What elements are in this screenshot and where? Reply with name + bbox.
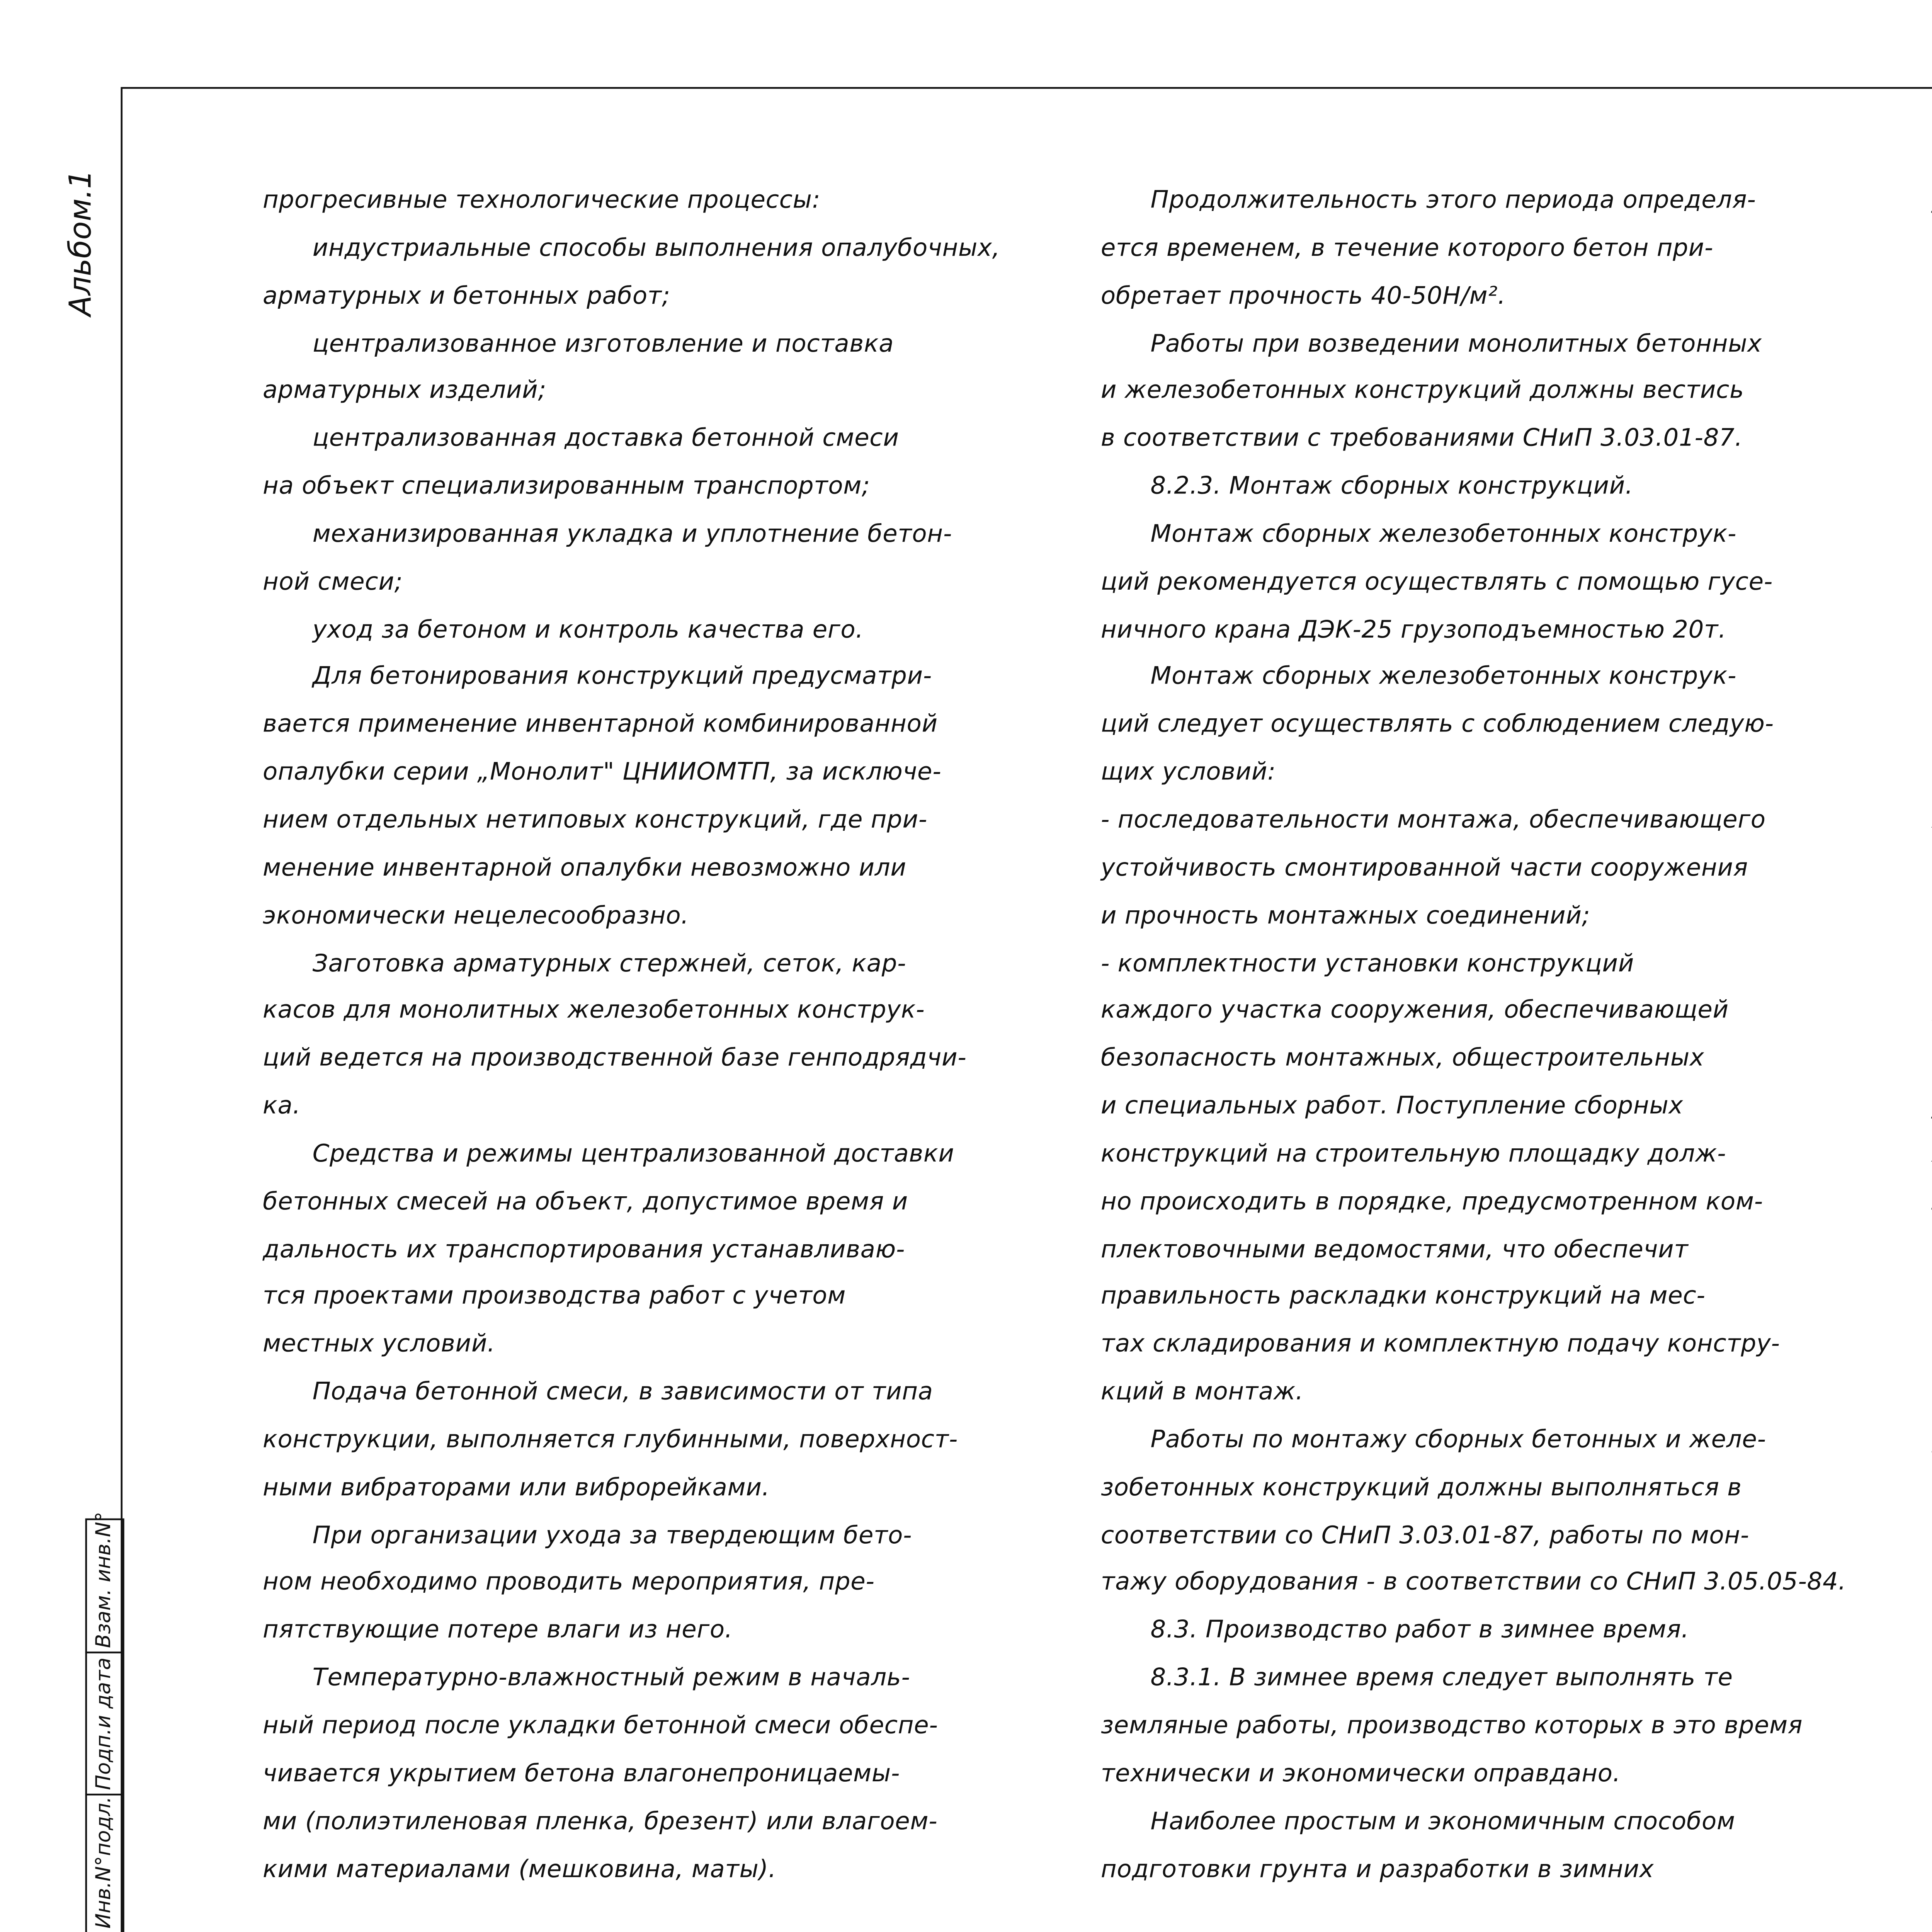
text-line: земляные работы, производство которых в это время [1100,1712,1803,1741]
text-line: централизованная доставка бетонной смеси [312,425,899,453]
text-line: Заготовка арматурных стержней, сеток, кар- [312,949,906,978]
text-line: Для бетонирования конструкций предусматри- [312,663,932,692]
text-line: Подача бетонной смеси, в зависимости от типа [312,1378,933,1407]
text-line: Наиболее простым и экономичным способом [1150,1807,1735,1836]
text-line: тах складирования и комплектную подачу констру- [1100,1330,1780,1359]
text-line: механизированная укладка и уплотнение бетон- [312,520,952,549]
text-line: 8.2.3. Монтаж сборных конструкций. [1150,472,1633,501]
text-line: ций рекомендуется осуществлять с помощью гусе- [1100,568,1773,597]
text-line: и прочность монтажных соединений; [1100,901,1590,930]
text-line: Монтаж сборных железобетонных конструк- [1150,663,1737,692]
text-line: централизованное изготовление и поставка [312,329,894,358]
text-line: нием отдельных нетиповых конструкций, где при- [263,806,928,835]
text-line: конструкций на строительную площадку долж- [1100,1140,1726,1168]
text-line: ций ведется на производственной базе генподрядчи- [263,1044,967,1073]
text-line: но происходить в порядке, предусмотренном ком- [1100,1187,1763,1216]
text-line: устойчивость смонтированной части сооружения [1100,854,1748,883]
text-line: прогресивные технологические процессы: [263,186,821,215]
text-line: дальность их транспортирования устанавливаю- [263,1235,905,1264]
text-column-1 [263,178,1044,1894]
text-line: кций в монтаж. [1100,1378,1304,1407]
text-line: касов для монолитных железобетонных конструк- [263,997,925,1026]
text-line: Температурно-влажностный режим в началь- [312,1664,910,1693]
side-stamp-sign-label: Подп.и дата [90,1657,116,1790]
text-line: плектовочными ведомостями, что обеспечит [1100,1235,1689,1264]
text-line: - комплектности установки конструкций [1100,949,1634,978]
text-line: 8.3. Производство работ в зимнее время. [1150,1616,1689,1645]
text-line: безопасность монтажных, общестроительных [1100,1044,1704,1073]
side-stamp-divider [85,1651,121,1653]
text-line: Продолжительность этого периода определя- [1150,186,1756,215]
text-line: экономически нецелесообразно. [263,901,689,930]
text-line: чивается укрытием бетона влагонепроницаемы- [263,1759,900,1788]
text-line: правильность раскладки конструкций на мес- [1100,1283,1706,1311]
text-line: Средства и режимы централизованной доставки [312,1140,954,1168]
text-line: ном необходимо проводить мероприятия, пре- [263,1569,875,1597]
text-line: Монтаж сборных железобетонных конструк- [1150,520,1737,549]
text-line: ми (полиэтиленовая пленка, брезент) или влагоем- [263,1807,938,1836]
text-line: зобетонных конструкций должны выполняться в [1100,1473,1742,1502]
text-line: каждого участка сооружения, обеспечивающей [1100,997,1729,1026]
text-line: в соответствии с требованиями СНиП 3.03.01-87. [1100,425,1743,453]
text-line: уход за бетоном и контроль качества его. [312,615,864,644]
text-line: ций следует осуществлять с соблюдением следую- [1100,711,1774,740]
text-line: арматурных и бетонных работ; [263,282,670,310]
text-line: и железобетонных конструкций должны вестись [1100,377,1744,406]
text-line: щих условий: [1100,759,1276,787]
text-line: ной смеси; [263,568,403,597]
text-line: ка. [263,1092,301,1121]
text-line: - последовательности монтажа, обеспечивающего [1100,806,1766,835]
text-line: Работы по монтажу сборных бетонных и желе- [1150,1426,1766,1454]
text-line: Работы при возведении монолитных бетонных [1150,329,1762,358]
side-stamp-replace-label: Взам. инв.N° [90,1511,116,1648]
text-line: и специальных работ. Поступление сборных [1100,1092,1684,1121]
text-line: ными вибраторами или виброрейками. [263,1473,770,1502]
text-line: пятствующие потере влаги из него. [263,1616,733,1645]
text-line: тся проектами производства работ с учетом [263,1283,846,1311]
text-line: ный период после укладки бетонной смеси обеспе- [263,1712,938,1741]
text-line: ничного крана ДЭК-25 грузоподъемностью 20т. [1100,615,1726,644]
text-line: обретает прочность 40-50Н/м². [1100,282,1506,310]
text-line: 8.3.1. В зимнее время следует выполнять те [1150,1664,1733,1693]
text-line: технически и экономически оправдано. [1100,1759,1621,1788]
text-line: менение инвентарной опалубки невозможно или [263,854,906,883]
text-line: опалубки серии „Монолит" ЦНИИОМТП, за исключе- [263,759,942,787]
album-label: Альбом.1 [64,170,100,316]
text-line: арматурных изделий; [263,377,547,406]
text-line: кими материалами (мешковина, маты). [263,1855,777,1884]
text-line: тажу оборудования - в соответствии со СНиП 3.05.05-84. [1100,1569,1847,1597]
text-line: индустриальные способы выполнения опалубочных, [312,234,1000,263]
text-line: подготовки грунта и разработки в зимних [1100,1855,1654,1884]
text-line: ется временем, в течение которого бетон при- [1100,234,1714,263]
side-stamp-inv-label: Инв.N°подл. [90,1796,116,1929]
side-stamp-divider [85,1794,121,1796]
text-column-2 [1101,178,1886,1894]
text-line: на объект специализированным транспортом; [263,472,870,501]
text-line: При организации ухода за твердеющим бето- [312,1521,912,1550]
text-line: местных условий. [263,1330,495,1359]
text-line: вается применение инвентарной комбинированной [263,711,938,740]
text-line: соответствии со СНиП 3.03.01-87, работы по мон- [1100,1521,1750,1550]
text-line: конструкции, выполняется глубинными, поверхност- [263,1426,958,1454]
text-line: бетонных смесей на объект, допустимое время и [263,1187,908,1216]
